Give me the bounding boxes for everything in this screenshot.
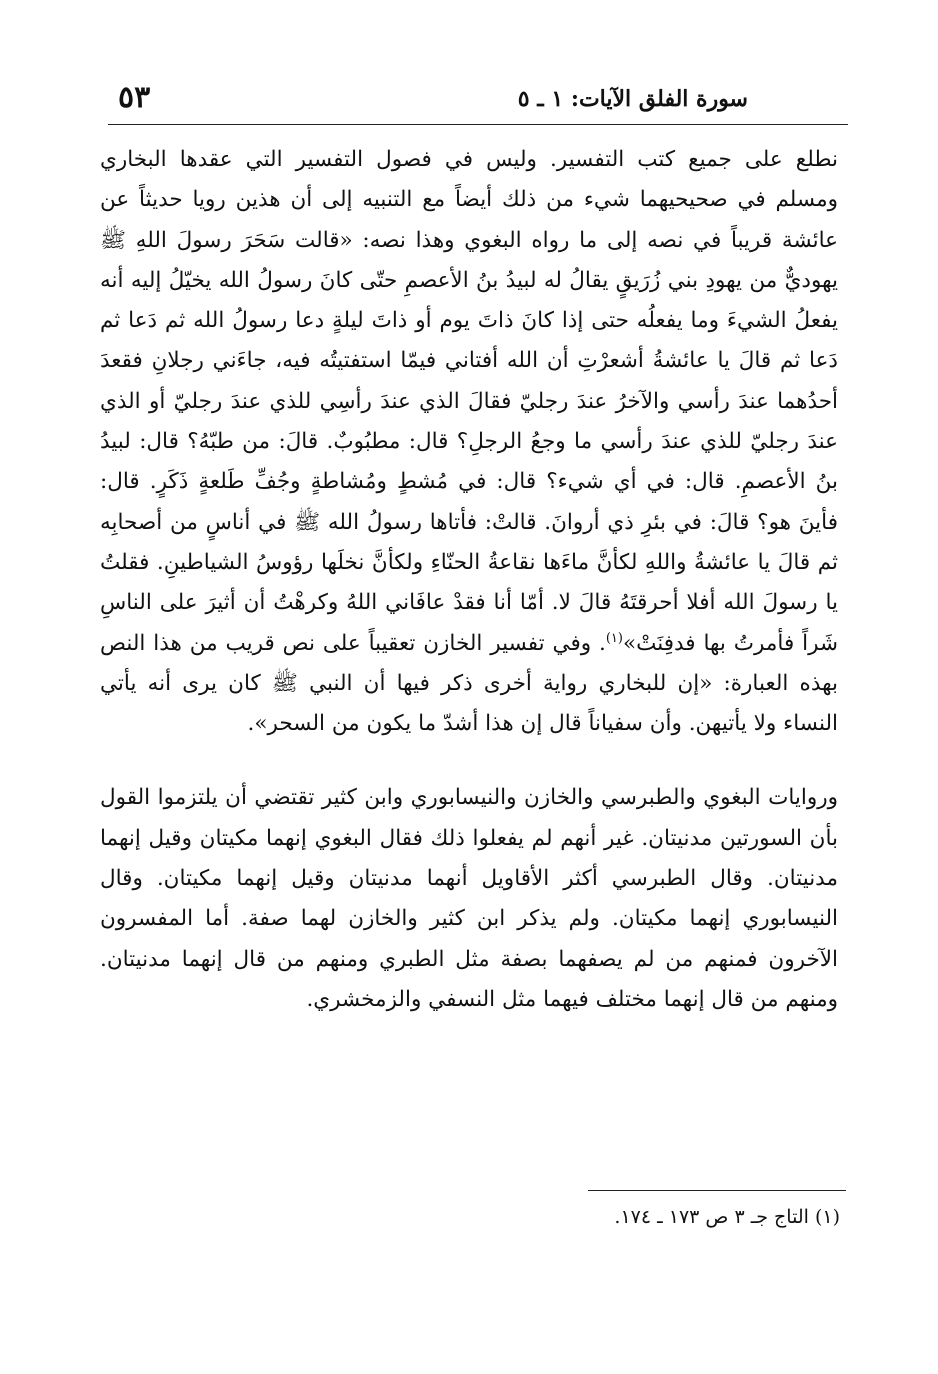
header-title: سورة الفلق الآيات: ١ ـ ٥ <box>517 86 748 112</box>
footnote-1: (١) التاج جـ ٣ ص ١٧٣ ـ ١٧٤. <box>614 1206 840 1228</box>
paragraph-1 <box>100 140 838 744</box>
paragraph-1-text: نطلع على جميع كتب التفسير. وليس في فصول التفسير التي عقدها البخاري ومسلم في صحيحيهما شيء من ذلك أيضاً مع التنبيه إلى أن هذين رويا حديثاً عن عائشة قريباً في نصه إلى ما رواه البغوي وهذا نصه: «قالت سَحَرَ رسولَ اللهِ ﷺ يهوديٌّ من يهودِ بني زُرَيقٍ يقالُ له لبيدُ بنُ الأعصمِ حتّى كانَ رسولُ الله يخيّلُ إليه أنه يفعلُ الشيءَ وما يفعلُه حتى إذا كانَ ذاتَ يوم أو ذاتَ ليلةٍ دعا رسولُ الله ثم دَعا ثم دَعا ثم قالَ يا عائشةُ أشعرْتِ أن الله أفتاني فيمّا استفتيتُه فيه، جاءَني رجلانِ فقعدَ أحدُهما عندَ رأسي والآخرُ عندَ رجليّ فقالَ الذي عندَ رأسِي للذي عندَ رجليّ أو الذي عندَ رجليّ للذي عندَ رأسي ما وجعُ الرجلِ؟ قال: مطبُوبٌ. قالَ: من طبّهُ؟ قال: لبيدُ بنُ الأعصمِ. قال: في أي شيء؟ قال: في مُشطٍ ومُشاطةٍ وجُفِّ طَلعةٍ ذَكَرٍ. قال: فأينَ هو؟ قالَ: في بئرِ ذي أروانَ. قالتْ: فأتاها رسولُ الله ﷺ في أناسٍ من أصحابِه ثم قالَ يا عائشةُ واللهِ لكأنَّ ماءَها نقاعةُ الحنّاءِ ولكأنَّ نخلَها رؤوسُ الشياطينِ. فقلتُ يا رسولَ الله أفلا أحرقتَهُ قالَ لا. أمّا أنا فقدْ عافَاني اللهُ وكرهْتُ أن أثيرَ على الناسِ شَراً فأمرتُ بها فدفِنَتْ» <box>100 147 838 656</box>
paragraph-2-text: وروايات البغوي والطبرسي والخازن والنيسابوري وابن كثير تقتضي أن يلتزموا القول بأن السورتين مدنيتان. غير أنهم لم يفعلوا ذلك فقال البغوي إنهما مكيتان وقيل إنهما مدنيتان. وقال الطبرسي أكثر الأقاويل أنهما مدنيتان وقيل إنهما مكيتان. وقال النيسابوري إنهما مكيتان. ولم يذكر ابن كثير والخازن لهما صفة. أما المفسرون الآخرون فمنهم من لم يصفهما بصفة مثل الطبري ومنهم من قال إنهما مدنيتان. ومنهم من قال إنهما مختلف فيهما مثل النسفي والزمخشري. <box>100 785 838 1012</box>
body-text <box>100 140 838 1020</box>
paragraph-2 <box>100 778 838 1020</box>
page-number: ٥٣ <box>118 80 151 115</box>
running-header <box>108 78 848 125</box>
paragraph-1-continuation: . وفي تفسير الخازن تعقيباً على نص قريب من هذا النص بهذه العبارة: «إن للبخاري رواية أخرى ذكر فيها أن النبي ﷺ كان يرى أنه يأتي النساء ولا يأتيهن. وأن سفياناً قال إن هذا أشدّ ما يكون من السحر». <box>100 630 838 737</box>
footnote-divider <box>588 1190 846 1191</box>
footnote-marker: (١) <box>605 630 623 646</box>
